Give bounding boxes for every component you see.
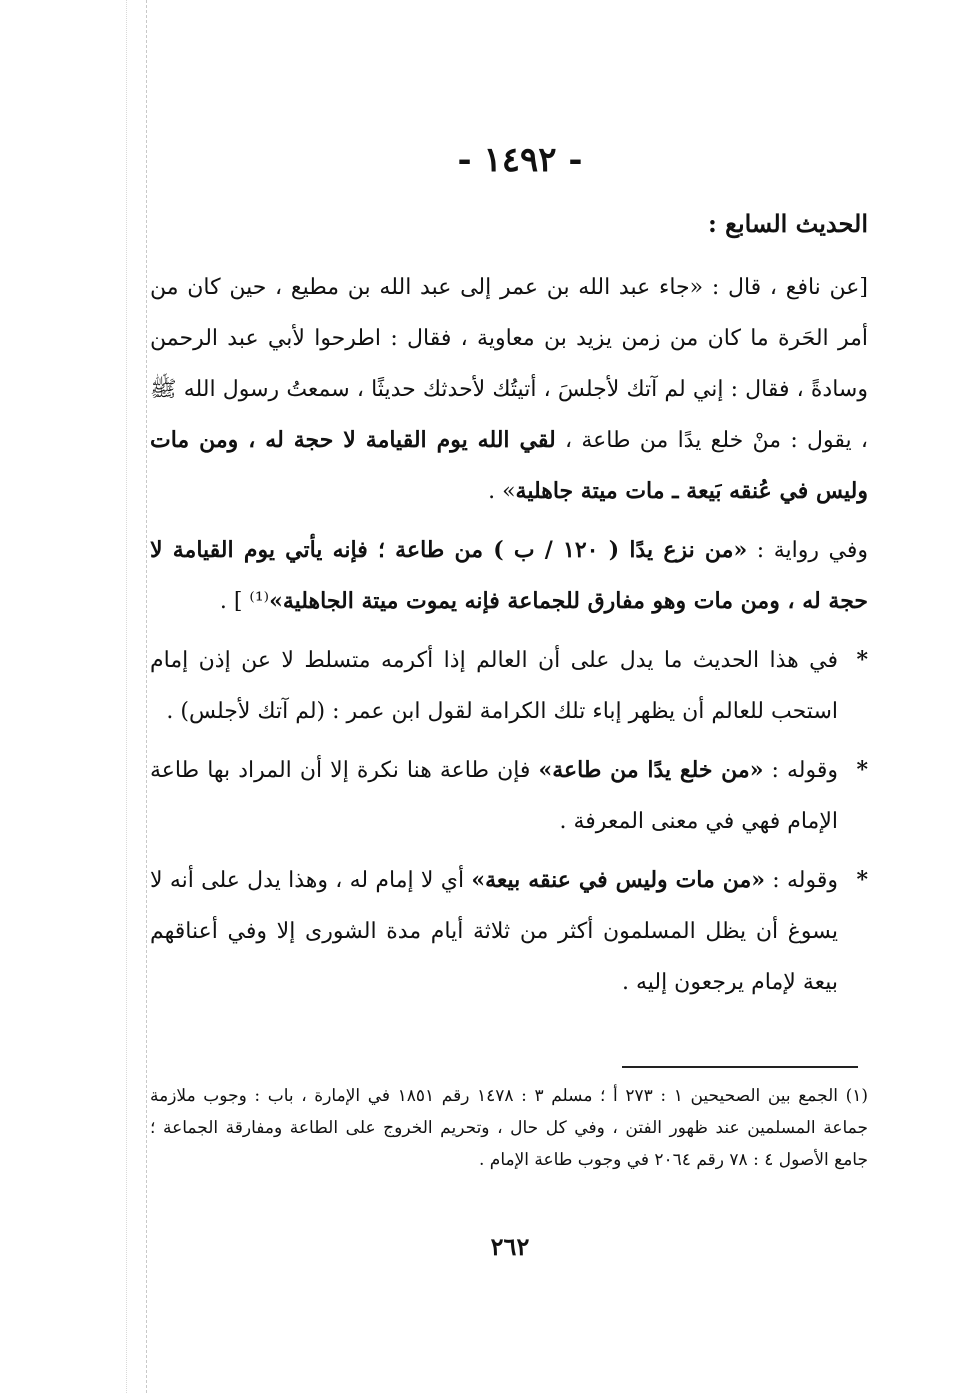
text-segment: وقوله : (765, 868, 839, 893)
bold-text-segment: «من خلع يدًا من طاعة» (538, 757, 764, 783)
text-segment: وفي رواية : (747, 538, 868, 563)
scan-margin-line (146, 0, 147, 1393)
footnote-item: (١) الجمع بين الصحيحين ١ : ٢٧٣ أ ؛ مسلم ٣ : ١٤٧٨ رقم ١٨٥١ في الإمارة ، باب : وجوب ملازمة جماعة المسلمين عند ظهور الفتن ، وفي كل حال ، وتحريم الخروج على الطاعة ومفارقة الجماعة ؛ جامع الأصول ٤ : ٧٨ رقم ٢٠٦٤ في وجوب طاعة الإمام . (150, 1086, 868, 1170)
scan-margin-line-secondary (126, 0, 127, 1393)
section-heading: الحديث السابع : (707, 209, 868, 238)
star-marker: * (856, 867, 868, 893)
text-segment: أي لا إمام له ، وهذا يدل على أنه لا يسوغ أن يظل المسلمون أكثر من ثلاثة أيام مدة الشورى إلا وفي أعناقهم بيعة لإمام يرجعون إليه . (150, 868, 838, 995)
paragraph-hadith-text (150, 262, 868, 517)
star-marker: * (856, 647, 868, 673)
footnotes (150, 1080, 868, 1176)
text-segment: فإن طاعة هنا نكرة إلا أن المراد بها طاعة الإمام فهي في معنى المعرفة . (150, 758, 838, 834)
text-segment: [عن نافع ، قال : «جاء عبد الله بن عمر إلى عبد الله بن مطيع ، حين كان من أمر الحَرة ما كان من زمن يزيد بن معاوية ، فقال : اطرحوا لأبي عبد الرحمن وسادةً ، فقال : إني لم آتك لأجلسَ ، أتيتُك لأحدثك حديثًا ، سمعتُ رسول الله ﷺ ، يقول : منْ خلع يدًا من طاعة ، (150, 275, 868, 453)
hadith-number-header: - ١٤٩٢ - (457, 140, 583, 180)
commentary-item (150, 745, 868, 847)
star-marker: * (856, 757, 868, 783)
text-segment: » . (488, 479, 516, 504)
commentary-item (150, 855, 868, 1008)
bold-text-segment: «من مات وليس في عنقه بيعة» (471, 867, 766, 893)
main-text (150, 200, 868, 1016)
paragraph-narration (150, 525, 868, 627)
text-segment: وقوله : (763, 758, 838, 783)
page-number: ٢٦٢ (490, 1232, 530, 1261)
bold-text-segment: لقي الله يوم القيامة لا حجة له ، ومن مات وليس في عُنقه بَيعة ـ مات ميتة جاهلية (150, 427, 868, 504)
footnote-separator (622, 1066, 858, 1068)
footnote-reference: ⁽¹⁾ ] . (219, 589, 270, 614)
bold-text-segment: «من نزع يدًا ( ١٢٠ / ب ) من طاعة ؛ فإنه يأتي يوم القيامة لا حجة له ، ومن مات وهو مفارق للجماعة فإنه يموت ميتة الجاهلية» (150, 537, 868, 614)
commentary-item (150, 635, 868, 737)
text-segment: في هذا الحديث ما يدل على أن العالم إذا أكرمه متسلط لا عن إذن إمام استحب للعالم أن يظهر إباء تلك الكرامة لقول ابن عمر : (لم آتك لأجلس) . (150, 648, 838, 724)
